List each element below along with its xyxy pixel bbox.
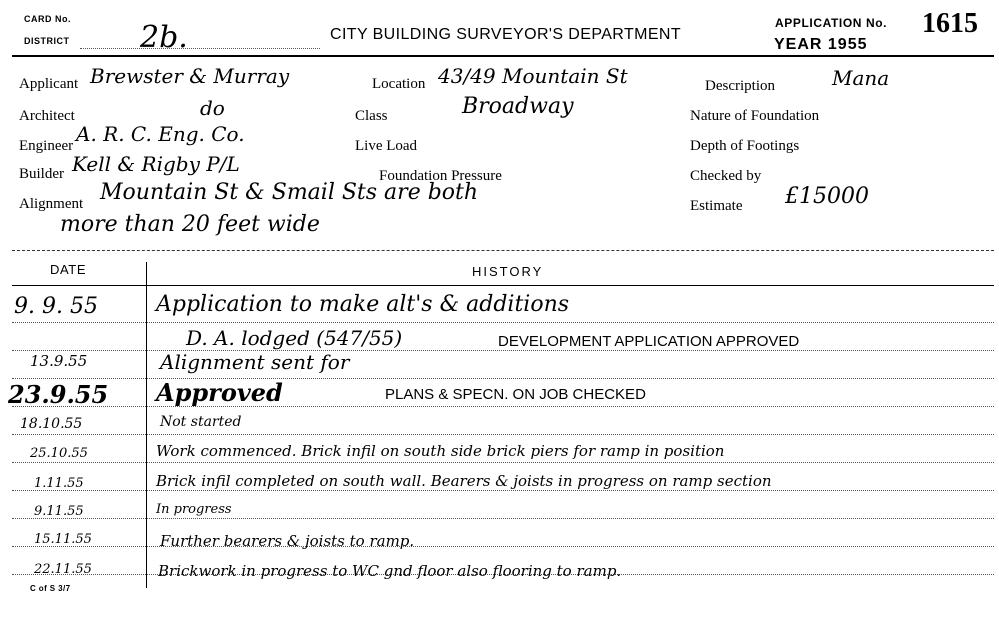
date-column-header: DATE <box>50 262 87 277</box>
history-entry: D. A. lodged (547/55) <box>186 326 403 350</box>
row-rule <box>12 490 994 491</box>
estimate-label: Estimate <box>690 198 743 214</box>
builder-label: Builder <box>19 166 64 182</box>
row-rule <box>12 322 994 323</box>
form-code: C of S 3/7 <box>30 584 71 593</box>
architect-label: Architect <box>19 108 75 124</box>
row-rule <box>12 462 994 463</box>
history-date: 1.11.55 <box>34 476 84 491</box>
header-rule <box>12 55 994 57</box>
foundation-pressure-label: Foundation Pressure <box>379 168 502 184</box>
engineer-label: Engineer <box>19 138 74 154</box>
builder-value: Kell & Rigby P/L <box>72 152 240 176</box>
class-value: Broadway <box>462 94 574 119</box>
history-entry: Work commenced. Brick infil on south side brick piers for ramp in position <box>156 442 725 460</box>
depth-of-footings-label: Depth of Footings <box>690 138 800 154</box>
card-no-value: 2b. <box>140 20 188 55</box>
history-entry: Not started <box>160 414 242 430</box>
history-date: 18.10.55 <box>20 416 83 432</box>
plans-checked-stamp: PLANS & SPECN. ON JOB CHECKED <box>385 386 646 403</box>
history-entry: In progress <box>156 502 232 517</box>
history-entry: Alignment sent for <box>160 350 350 374</box>
engineer-value: A. R. C. Eng. Co. <box>76 122 245 146</box>
history-column-header: HISTORY <box>472 264 544 279</box>
architect-value: do <box>200 96 225 120</box>
history-top-rule <box>12 250 994 251</box>
history-date: 9. 9. 55 <box>14 294 98 319</box>
application-no-label: APPLICATION No. <box>775 16 888 30</box>
description-label: Description <box>705 78 775 94</box>
class-label: Class <box>355 108 388 124</box>
district-label: DISTRICT <box>24 36 70 46</box>
history-entry: Brickwork in progress to WC gnd floor also flooring to ramp. <box>158 562 622 580</box>
description-value: Mana <box>832 66 890 90</box>
estimate-value: £15000 <box>785 184 869 209</box>
department-title: CITY BUILDING SURVEYOR'S DEPARTMENT <box>330 26 682 43</box>
history-date: 9.11.55 <box>34 504 84 519</box>
alignment-value: Mountain St & Smail Sts are both <box>100 180 479 205</box>
history-date: 25.10.55 <box>30 446 88 461</box>
history-date: 22.11.55 <box>34 562 92 577</box>
history-entry: Brick infil completed on south wall. Bearers & joists in progress on ramp section <box>156 472 772 490</box>
development-approved-stamp: DEVELOPMENT APPLICATION APPROVED <box>498 333 800 350</box>
location-label: Location <box>372 76 426 92</box>
alignment-value-continued: more than 20 feet wide <box>60 212 320 237</box>
live-load-label: Live Load <box>355 138 418 154</box>
card-no-rule <box>80 48 320 49</box>
applicant-value: Brewster & Murray <box>90 64 290 88</box>
row-rule <box>12 518 994 519</box>
application-no: 1615 <box>922 8 978 39</box>
year-label: YEAR 1955 <box>774 36 868 53</box>
history-date: 15.11.55 <box>34 532 92 547</box>
applicant-label: Applicant <box>19 76 79 92</box>
history-date: 13.9.55 <box>30 352 88 370</box>
history-header-rule <box>12 285 994 286</box>
row-rule <box>12 434 994 435</box>
history-entry: Further bearers & joists to ramp. <box>160 532 415 550</box>
checked-by-label: Checked by <box>690 168 762 184</box>
date-column-divider <box>146 262 147 588</box>
history-entry: Application to make alt's & additions <box>156 292 570 317</box>
nature-of-foundation-label: Nature of Foundation <box>690 108 820 124</box>
history-entry: Approved <box>156 378 283 407</box>
history-date: 23.9.55 <box>8 380 109 409</box>
card-no-label: CARD No. <box>24 14 71 24</box>
alignment-label: Alignment <box>19 196 84 212</box>
location-value: 43/49 Mountain St <box>438 64 628 88</box>
